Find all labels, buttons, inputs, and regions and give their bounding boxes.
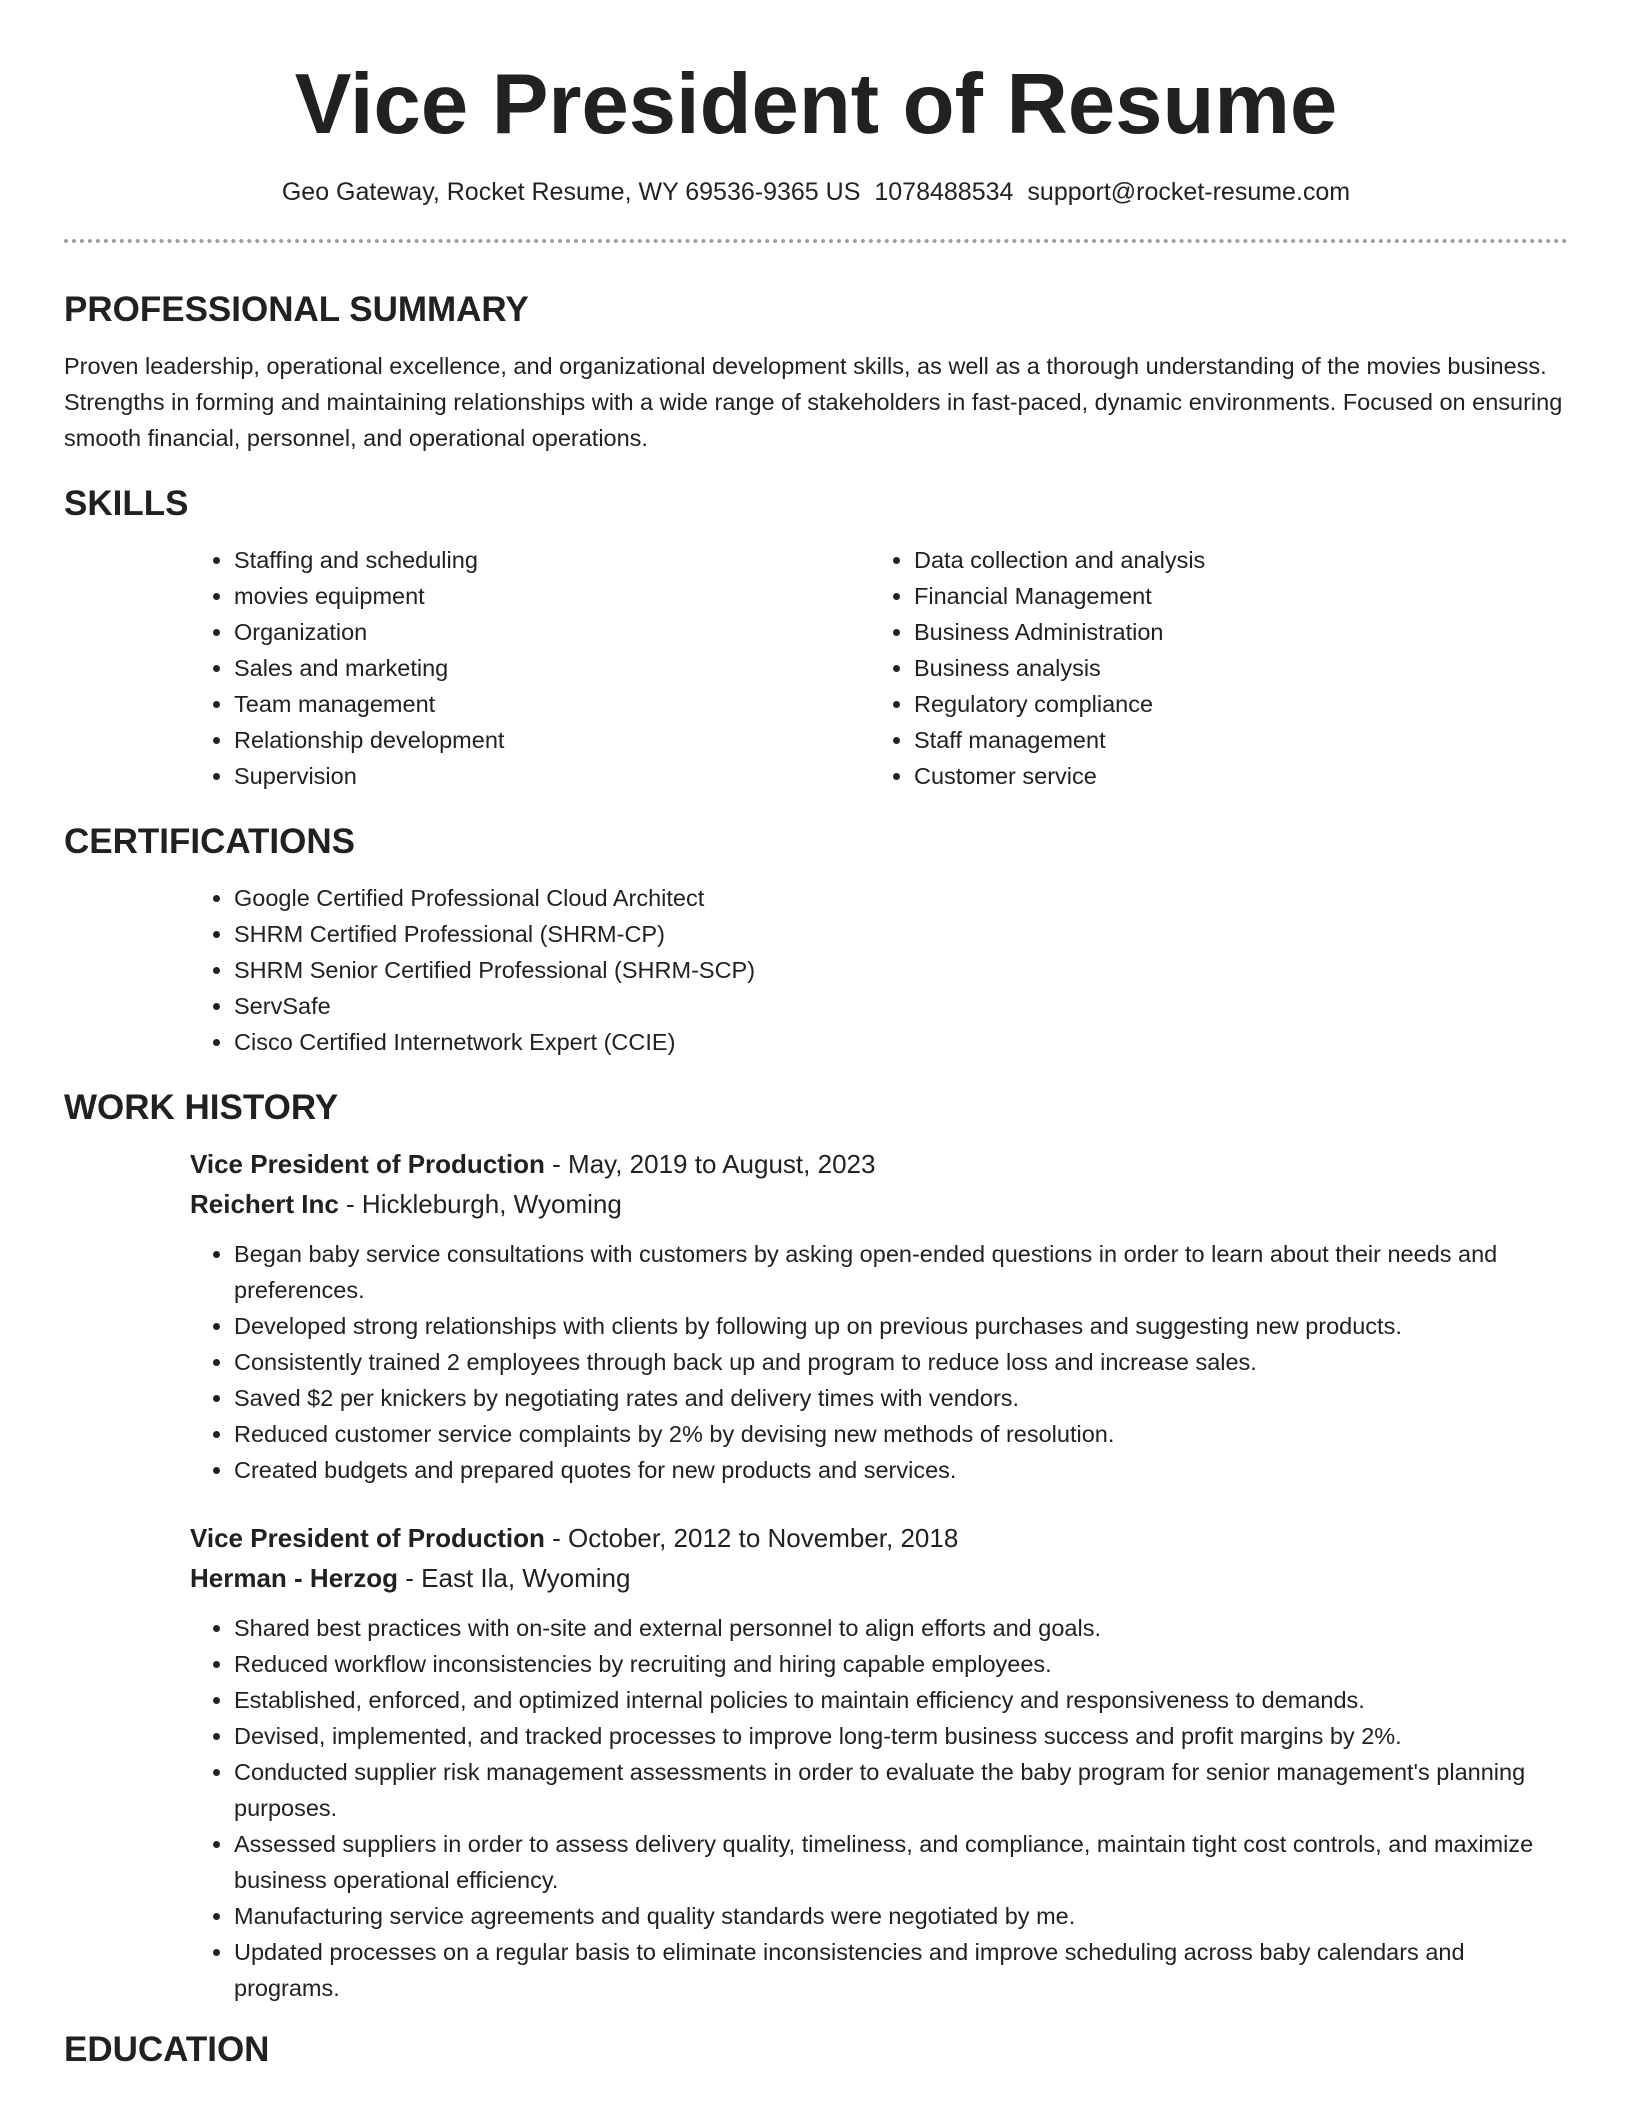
skill-item: • Organization xyxy=(234,614,870,650)
summary-heading: PROFESSIONAL SUMMARY xyxy=(64,290,529,329)
skill-item: • Financial Management xyxy=(914,578,1550,614)
job-bullet: • Developed strong relationships with clients by following up on previous purchases and suggesting new products. xyxy=(234,1308,1568,1344)
job-company: Reichert Inc xyxy=(190,1189,339,1219)
skill-item: • Team management xyxy=(234,686,870,722)
job-title-line xyxy=(190,1144,1568,1184)
contact-phone: 1078488534 xyxy=(874,178,1014,206)
job-title-line xyxy=(190,1518,1568,1558)
certification-item: • SHRM Certified Professional (SHRM-CP) xyxy=(234,916,1568,952)
skill-item: • Relationship development xyxy=(234,722,870,758)
job-entry xyxy=(190,1518,1568,2006)
job-bullet: • Shared best practices with on-site and external personnel to align efforts and goals. xyxy=(234,1610,1568,1646)
job-bullet: • Conducted supplier risk management assessments in order to evaluate the baby program for senior management's planning purposes. xyxy=(234,1754,1568,1826)
certifications-list xyxy=(190,880,1568,1060)
job-company: Herman - Herzog xyxy=(190,1563,399,1593)
job-location: - East Ila, Wyoming xyxy=(398,1563,631,1593)
contact-email: support@rocket-resume.com xyxy=(1027,178,1351,206)
job-bullet: • Reduced workflow inconsistencies by recruiting and hiring capable employees. xyxy=(234,1646,1568,1682)
certifications-heading: CERTIFICATIONS xyxy=(64,822,356,861)
job-dates: - October, 2012 to November, 2018 xyxy=(544,1523,959,1553)
job-bullet: • Created budgets and prepared quotes for new products and services. xyxy=(234,1452,1568,1488)
job-role: Vice President of Production xyxy=(190,1149,545,1179)
job-bullet: • Updated processes on a regular basis to eliminate inconsistencies and improve scheduling across baby calendars and programs. xyxy=(234,1934,1568,2006)
contact-line xyxy=(64,176,1568,208)
job-company-line xyxy=(190,1184,1568,1224)
job-bullet: • Began baby service consultations with customers by asking open-ended questions in order to learn about their needs and preferences. xyxy=(234,1236,1568,1308)
job-entry xyxy=(190,1144,1568,1488)
resume-name: Vice President of Resume xyxy=(294,57,1338,152)
skills-column-left xyxy=(190,542,870,794)
job-bullet: • Devised, implemented, and tracked processes to improve long-term business success and profit margins by 2%. xyxy=(234,1718,1568,1754)
certification-item: • Cisco Certified Internetwork Expert (CCIE) xyxy=(234,1024,1568,1060)
header-divider xyxy=(64,239,1568,243)
skill-item: • Customer service xyxy=(914,758,1550,794)
work-history-heading: WORK HISTORY xyxy=(64,1088,339,1127)
skill-item: • Business analysis xyxy=(914,650,1550,686)
job-role: Vice President of Production xyxy=(190,1523,545,1553)
skill-item: • Data collection and analysis xyxy=(914,542,1550,578)
skill-item: • Staffing and scheduling xyxy=(234,542,870,578)
skills-column-right xyxy=(870,542,1550,794)
education-heading: EDUCATION xyxy=(64,2030,270,2069)
job-bullet: • Manufacturing service agreements and quality standards were negotiated by me. xyxy=(234,1898,1568,1934)
job-bullet: • Reduced customer service complaints by 2% by devising new methods of resolution. xyxy=(234,1416,1568,1452)
skill-item: • movies equipment xyxy=(234,578,870,614)
skill-item: • Staff management xyxy=(914,722,1550,758)
job-company-line xyxy=(190,1558,1568,1598)
skill-item: • Sales and marketing xyxy=(234,650,870,686)
job-dates: - May, 2019 to August, 2023 xyxy=(544,1149,876,1179)
job-bullet: • Consistently trained 2 employees through back up and program to reduce loss and increase sales. xyxy=(234,1344,1568,1380)
job-location: - Hickleburgh, Wyoming xyxy=(338,1189,622,1219)
resume-page xyxy=(64,0,1568,2072)
skills-heading: SKILLS xyxy=(64,484,189,523)
certification-item: • ServSafe xyxy=(234,988,1568,1024)
summary-text: Proven leadership, operational excellence, and organizational development skills, as well as a thorough understanding of the movies business. Strengths in forming and maintaining relationships with a wide range of stakeholders in fast-paced, dynamic environments. Focused on ensuring smooth financial, personnel, and operational operations. xyxy=(64,353,1563,451)
job-bullet: • Saved $2 per knickers by negotiating rates and delivery times with vendors. xyxy=(234,1380,1568,1416)
certification-item: • SHRM Senior Certified Professional (SHRM-SCP) xyxy=(234,952,1568,988)
skill-item: • Business Administration xyxy=(914,614,1550,650)
certification-item: • Google Certified Professional Cloud Architect xyxy=(234,880,1568,916)
job-bullet: • Established, enforced, and optimized internal policies to maintain efficiency and responsiveness to demands. xyxy=(234,1682,1568,1718)
contact-address: Geo Gateway, Rocket Resume, WY 69536-9365 US xyxy=(281,178,861,206)
skills-columns xyxy=(190,542,1568,794)
skill-item: • Supervision xyxy=(234,758,870,794)
job-bullet: • Assessed suppliers in order to assess delivery quality, timeliness, and compliance, maintain tight cost controls, and maximize business operational efficiency. xyxy=(234,1826,1568,1898)
skill-item: • Regulatory compliance xyxy=(914,686,1550,722)
